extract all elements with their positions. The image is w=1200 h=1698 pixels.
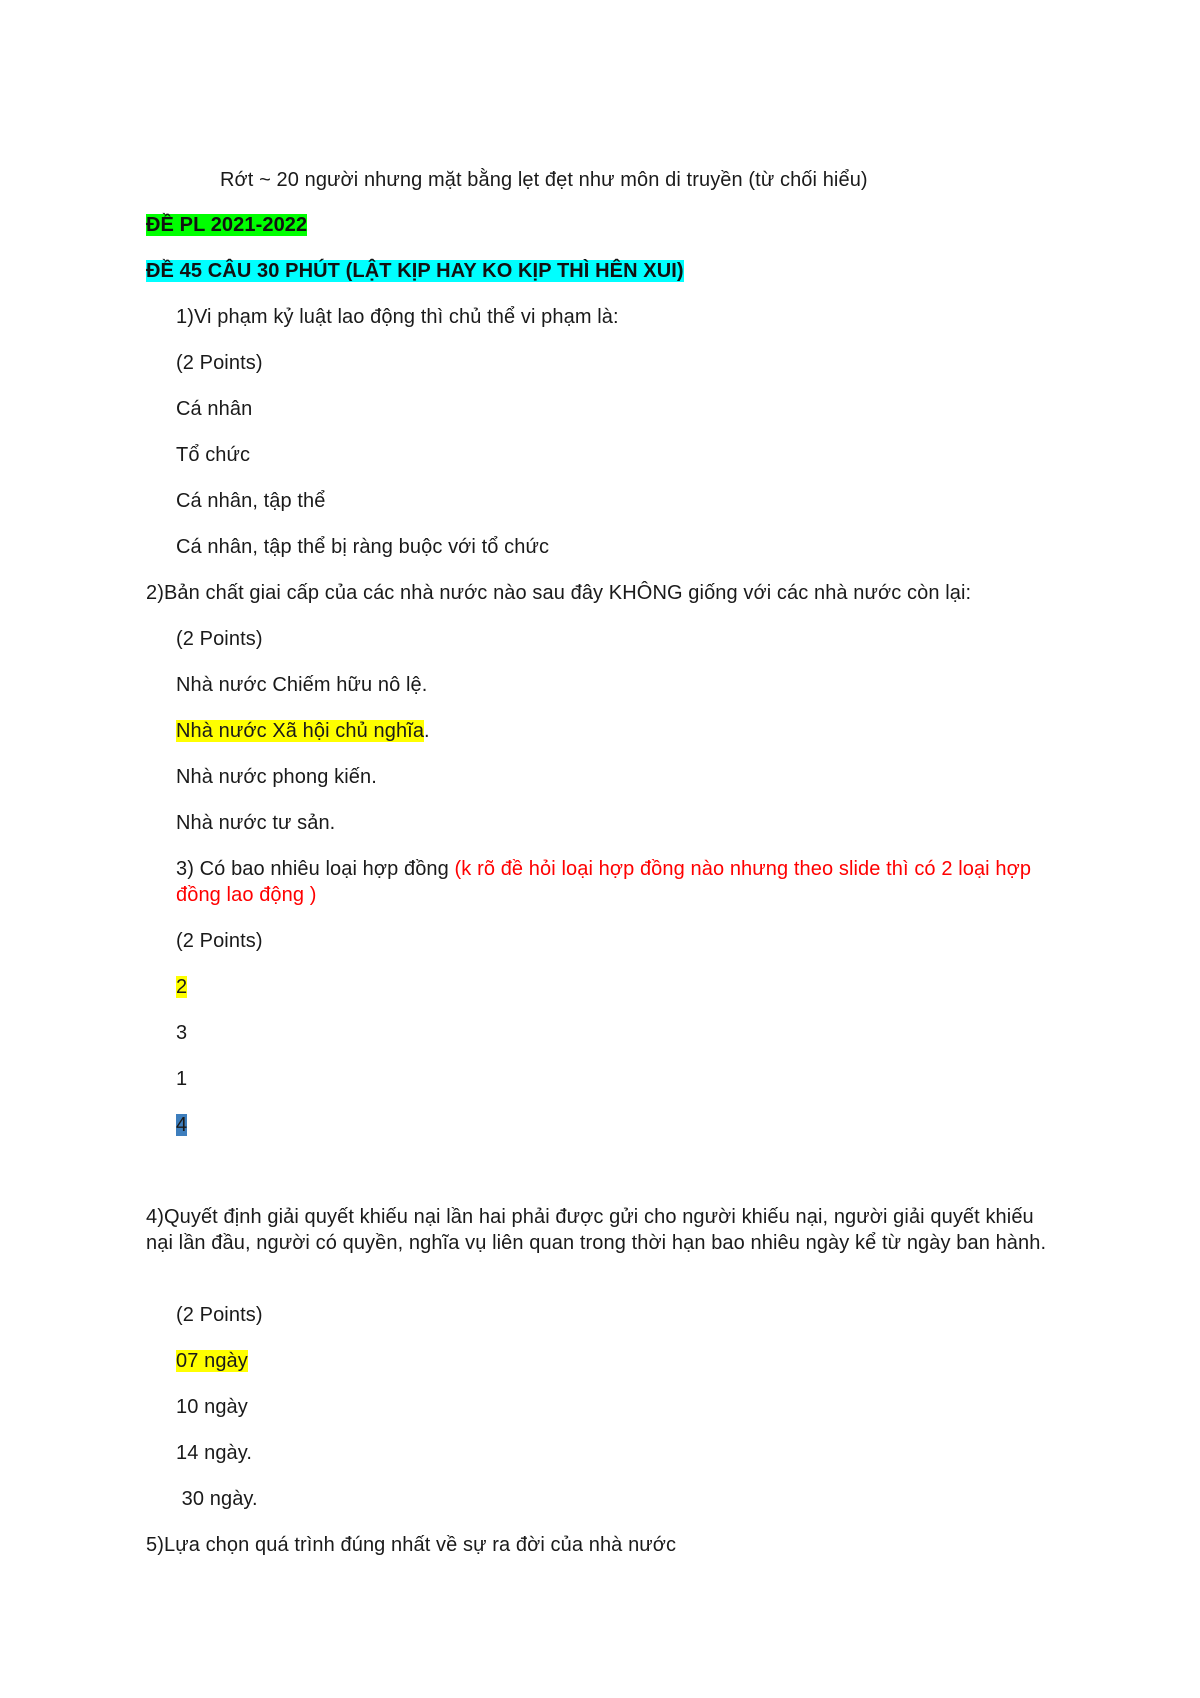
q1-option-3: Cá nhân, tập thể	[176, 490, 326, 512]
q4-option-3: 14 ngày.	[176, 1442, 253, 1464]
q4-question: 4)Quyết định giải quyết khiếu nại lần hai phải được gửi cho người khiếu nại, người giải quyết khiếu nại lần đầu, người có quyền, nghĩa vụ liên quan trong thời hạn bao nhiêu ngày kể từ ngày ban hành.	[146, 1206, 1047, 1254]
q1-points: (2 Points)	[176, 352, 263, 374]
q1-question: 1)Vi phạm kỷ luật lao động thì chủ thể vi phạm là:	[176, 306, 619, 328]
q2-option-1: Nhà nước Chiếm hữu nô lệ.	[176, 674, 428, 696]
exam-title-highlight: ĐỀ PL 2021-2022	[146, 214, 308, 236]
q1-option-4: Cá nhân, tập thể bị ràng buộc với tổ chức	[176, 536, 550, 558]
q4-option-4: 30 ngày.	[176, 1488, 258, 1510]
exam-title	[146, 212, 307, 238]
q5-question: 5)Lựa chọn quá trình đúng nhất về sự ra đời của nhà nước	[146, 1534, 677, 1556]
q3-option-4	[176, 1112, 187, 1138]
intro-text: Rớt ~ 20 người nhưng mặt bằng lẹt đẹt như môn di truyền (từ chối hiểu)	[220, 169, 868, 191]
q4-option-1	[176, 1348, 248, 1374]
q3-question	[176, 856, 1056, 908]
exam-subtitle	[146, 258, 684, 284]
q2-points: (2 Points)	[176, 628, 263, 650]
q1-option-2: Tổ chức	[176, 444, 251, 466]
q2-option-2	[176, 718, 430, 744]
exam-subtitle-highlight: ĐỀ 45 CÂU 30 PHÚT (LẬT KỊP HAY KO KỊP THÌ HÊN XUI)	[146, 260, 684, 282]
q3-option-4-highlight: 4	[176, 1114, 188, 1136]
q3-option-1-highlight: 2	[176, 976, 188, 998]
q3-note: (k rõ đề hỏi loại hợp đồng nào nhưng theo slide thì có 2 loại hợp đồng lao động )	[176, 858, 1032, 906]
q4-option-1-highlight: 07 ngày	[176, 1350, 248, 1372]
q3-option-3: 1	[176, 1068, 188, 1090]
q2-option-2-suffix: .	[424, 720, 430, 742]
q2-option-4: Nhà nước tư sản.	[176, 812, 336, 834]
q2-option-3: Nhà nước phong kiến.	[176, 766, 377, 788]
q3-points: (2 Points)	[176, 930, 263, 952]
q3-option-1	[176, 974, 187, 1000]
q4-points: (2 Points)	[176, 1304, 263, 1326]
q2-option-2-highlight: Nhà nước Xã hội chủ nghĩa	[176, 720, 425, 742]
q3-question-text: 3) Có bao nhiêu loại hợp đồng	[176, 858, 455, 880]
q3-option-2: 3	[176, 1022, 188, 1044]
q1-option-1: Cá nhân	[176, 398, 253, 420]
q2-question: 2)Bản chất giai cấp của các nhà nước nào sau đây KHÔNG giống với các nhà nước còn lại:	[146, 582, 972, 604]
q4-option-2: 10 ngày	[176, 1396, 248, 1418]
